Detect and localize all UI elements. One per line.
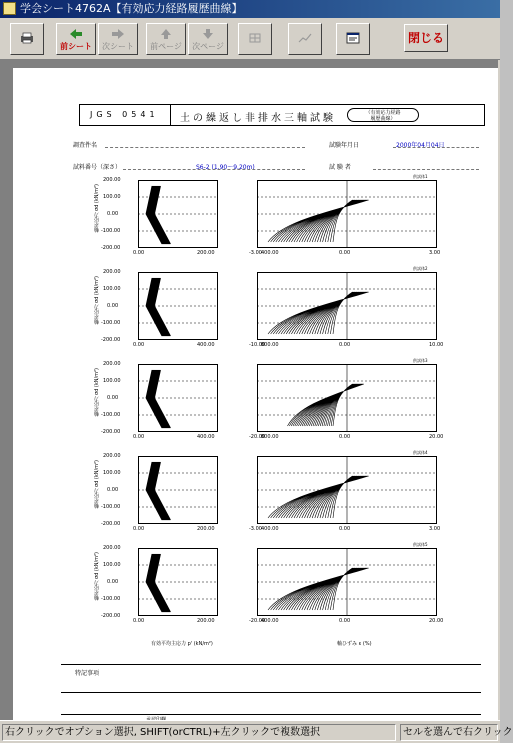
stress-path-plot [138, 456, 218, 524]
stress-strain-plot [257, 272, 437, 340]
left-x-tick: 200.00 [197, 526, 215, 532]
left-y-tick: -100.00 [101, 320, 121, 326]
right-x-tick: 0.00 [339, 526, 351, 532]
left-x-tick: 400.00 [261, 526, 279, 532]
stress-strain-plot [257, 180, 437, 248]
sample-label: 試料番号（深さ） [73, 164, 122, 171]
left-x-tick: 0.00 [133, 434, 145, 440]
date-value: 2000年04月04日 [396, 142, 445, 149]
left-x-tick: 400.00 [197, 434, 215, 440]
right-x-tick: -20.00 [249, 618, 266, 624]
left-y-axis-label: 軸差応力 σd (kN/m²) [94, 276, 100, 325]
left-y-tick: 100.00 [103, 194, 121, 200]
arrow-right-icon [110, 28, 126, 40]
left-y-axis-label: 軸差応力 σd (kN/m²) [94, 184, 100, 233]
next-sheet-button[interactable]: 次シート [98, 23, 138, 55]
left-x-tick: 400.00 [197, 342, 215, 348]
right-x-tick: 20.00 [429, 618, 444, 624]
right-x-tick: 0.00 [339, 434, 351, 440]
stress-path-plot [138, 272, 218, 340]
left-y-tick: -200.00 [101, 245, 121, 251]
report-page [13, 68, 498, 728]
stress-path-plot [138, 364, 218, 432]
close-button[interactable]: 閉じる [404, 24, 448, 52]
left-x-tick: 800.00 [261, 342, 279, 348]
right-x-tick: -3.00 [249, 526, 262, 532]
right-x-tick: 0.00 [339, 618, 351, 624]
left-x-tick: 0.00 [133, 618, 145, 624]
sheet-viewport [0, 60, 500, 720]
right-x-tick: 0.00 [339, 250, 351, 256]
left-y-tick: 200.00 [103, 269, 121, 275]
arrow-left-icon [68, 28, 84, 40]
left-y-tick: 0.00 [107, 211, 119, 217]
left-y-tick: 200.00 [103, 453, 121, 459]
left-y-tick: 100.00 [103, 286, 121, 292]
specimen-tag: 供試体5 [413, 542, 428, 547]
stress-path-plot [138, 548, 218, 616]
left-x-tick: 0.00 [133, 526, 145, 532]
left-x-tick: 0.00 [133, 342, 145, 348]
left-y-tick: -200.00 [101, 521, 121, 527]
left-x-tick: 0.00 [133, 250, 145, 256]
specimen-tag: 供試体3 [413, 358, 428, 363]
left-y-tick: 100.00 [103, 470, 121, 476]
chart-button[interactable] [288, 23, 322, 55]
right-x-tick: 3.00 [429, 526, 441, 532]
right-x-tick: -3.00 [249, 250, 262, 256]
prev-sheet-button[interactable]: 前シート [56, 23, 96, 55]
left-y-tick: 0.00 [107, 303, 119, 309]
left-x-tick: 400.00 [261, 250, 279, 256]
left-y-tick: -200.00 [101, 613, 121, 619]
left-y-tick: -200.00 [101, 429, 121, 435]
report-subtitle: （有効応力経路 履歴曲線） [347, 108, 419, 122]
remarks-label: 特記事項 [75, 670, 100, 677]
right-x-tick: 20.00 [429, 434, 444, 440]
status-hint: 右クリックでオプション選択, SHIFT(orCTRL)+左クリックで複数選択 [2, 724, 396, 741]
left-y-tick: -200.00 [101, 337, 121, 343]
printer-icon [19, 32, 35, 44]
next-page-button[interactable]: 次ページ [188, 23, 228, 55]
specimen-tag: 供試体2 [413, 266, 428, 271]
grid-icon [247, 32, 263, 44]
report-title: 土の繰返し非排水三軸試験 [180, 113, 336, 124]
right-x-tick: 0.00 [339, 342, 351, 348]
left-y-tick: 100.00 [103, 562, 121, 568]
status-right: セルを選んで右クリック [400, 724, 498, 741]
window-title: 学会シート4762A【有効応力経路履歴曲線】 [20, 2, 243, 15]
left-y-tick: 0.00 [107, 395, 119, 401]
app-icon [3, 2, 16, 15]
left-y-tick: 0.00 [107, 487, 119, 493]
left-y-tick: 100.00 [103, 378, 121, 384]
right-x-tick: -20.00 [249, 434, 266, 440]
report-header [79, 104, 485, 126]
right-x-tick: -10.00 [249, 342, 266, 348]
properties-button[interactable] [336, 23, 370, 55]
left-y-tick: -100.00 [101, 412, 121, 418]
left-y-axis-label: 軸差応力 σd (kN/m²) [94, 368, 100, 417]
stress-strain-plot [257, 548, 437, 616]
left-x-tick: 200.00 [197, 618, 215, 624]
left-x-tick: 200.00 [197, 250, 215, 256]
toolbar [0, 18, 500, 60]
tester-label: 試 験 者 [329, 164, 351, 171]
vertical-scrollbar[interactable] [498, 60, 500, 720]
chart-icon [297, 32, 313, 44]
left-y-tick: -100.00 [101, 504, 121, 510]
stress-strain-plot [257, 364, 437, 432]
stress-path-plot [138, 180, 218, 248]
left-y-tick: 200.00 [103, 545, 121, 551]
stress-strain-plot [257, 456, 437, 524]
right-x-axis-label: 軸ひずみ ε (%) [337, 641, 372, 647]
print-button[interactable] [10, 23, 44, 55]
standard-code: JGS 0541 [90, 110, 159, 119]
project-label: 調査件名 [73, 142, 98, 149]
specimen-tag: 供試体4 [413, 450, 428, 455]
left-y-tick: 200.00 [103, 177, 121, 183]
left-x-tick: 400.00 [261, 618, 279, 624]
status-bar [0, 720, 513, 743]
title-bar [0, 0, 500, 18]
grid-button[interactable] [238, 23, 272, 55]
left-y-tick: 0.00 [107, 579, 119, 585]
properties-icon [345, 32, 361, 44]
left-y-axis-label: 軸差応力 σd (kN/m²) [94, 552, 100, 601]
specimen-tag: 供試体1 [413, 174, 428, 179]
arrow-up-icon [158, 28, 174, 40]
sample-value: S6-2 (1.90～9.20m) [196, 164, 255, 171]
left-y-tick: 200.00 [103, 361, 121, 367]
date-label: 試験年月日 [329, 142, 360, 149]
right-x-tick: 10.00 [429, 342, 444, 348]
left-y-tick: -100.00 [101, 596, 121, 602]
arrow-down-icon [200, 28, 216, 40]
prev-page-button[interactable]: 前ページ [146, 23, 186, 55]
left-x-axis-label: 有効平均主応力 p' (kN/m²) [151, 641, 213, 647]
left-y-tick: -100.00 [101, 228, 121, 234]
left-x-tick: 800.00 [261, 434, 279, 440]
right-x-tick: 3.00 [429, 250, 441, 256]
left-y-axis-label: 軸差応力 σd (kN/m²) [94, 460, 100, 509]
